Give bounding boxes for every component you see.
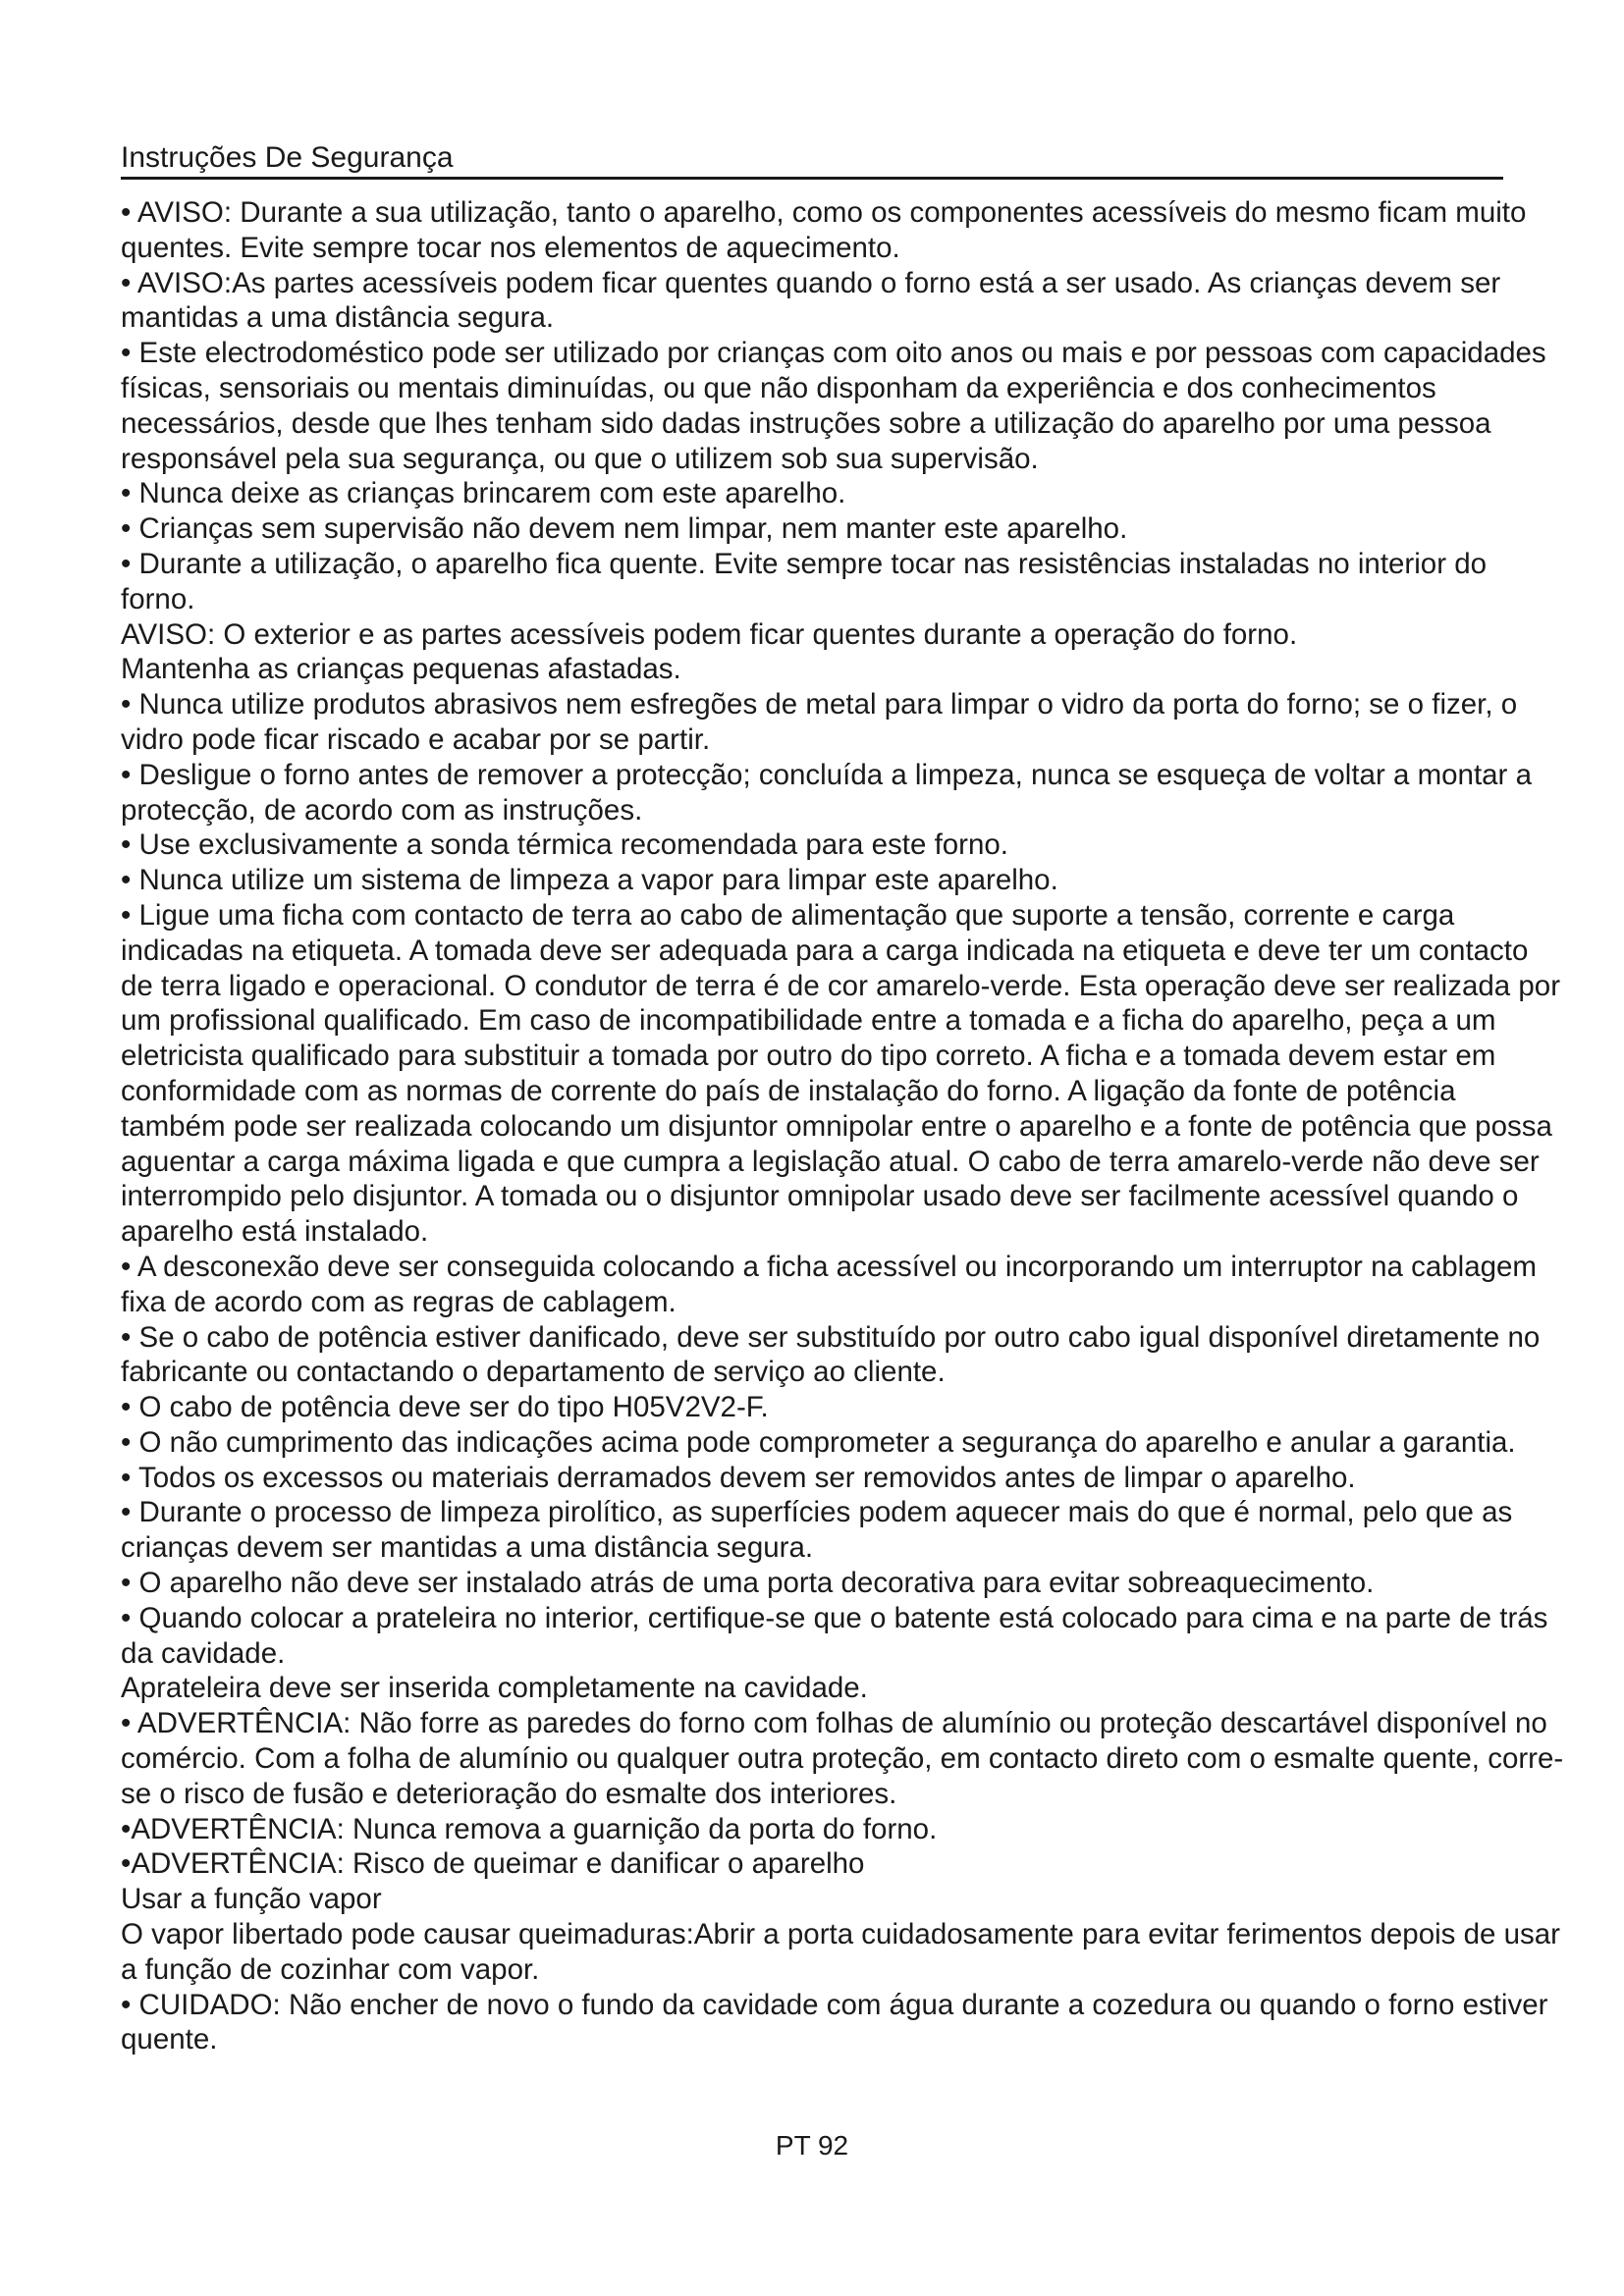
instruction-paragraph: Usar a função vapor [121, 1883, 382, 1916]
instruction-paragraph: • AVISO: Durante a sua utilização, tanto o aparelho, como os componentes acessíveis do mesmo ficam muito quentes. Evite sempre tocar nos elementos de aquecimento. [121, 196, 1527, 264]
instruction-paragraph: • Este electrodoméstico pode ser utilizado por crianças com oito anos ou mais e por pessoas com capacidades físicas, sensoriais ou mentais diminuídas, ou que não disponham da experiência e dos conhecimentos necessários, desde que lhes tenham sido dadas instruções sobre a utilização do aparelho por uma pessoa responsável pela sua segurança, ou que o utilizem sob sua supervisão. [121, 337, 1546, 475]
instruction-paragraph: Aprateleira deve ser inserida completamente na cavidade. [121, 1672, 868, 1705]
instruction-paragraph: •ADVERTÊNCIA: Risco de queimar e danificar o aparelho [121, 1847, 865, 1881]
page-header [121, 135, 1503, 180]
instruction-paragraph: • A desconexão deve ser conseguida colocando a ficha acessível ou incorporando um interruptor na cablagem fixa de acordo com as regras de cablagem. [121, 1250, 1537, 1318]
page-title: Instruções De Segurança [121, 141, 454, 174]
instruction-paragraph: • Todos os excessos ou materiais derramados devem ser removidos antes de limpar o aparelho. [121, 1461, 1356, 1494]
instruction-paragraph: • Desligue o forno antes de remover a protecção; concluída a limpeza, nunca se esqueça de voltar a montar a protecção, de acordo com as instruções. [121, 758, 1532, 827]
instruction-paragraph: • O aparelho não deve ser instalado atrás de uma porta decorativa para evitar sobreaquecimento. [121, 1567, 1375, 1600]
instruction-paragraph: • Quando colocar a prateleira no interior, certifique-se que o batente está colocado para cima e na parte de trás da cavidade. [121, 1601, 1548, 1670]
instruction-paragraph: • Ligue uma ficha com contacto de terra ao cabo de alimentação que suporte a tensão, corrente e carga indicadas na etiqueta. A tomada deve ser adequada para a carga indicada na etiqueta e deve ter um contacto de terra ligado e operacional. O condutor de terra é de cor amarelo-verde. Esta operação deve ser realizada por um profissional qualificado. Em caso de incompatibilidade entre a tomada e a ficha do aparelho, peça a um eletricista qualificado para substituir a tomada por outro do tipo correto. A ficha e a tomada devem estar em conformidade com as normas de corrente do país de instalação do forno. A ligação da fonte de potência também pode ser realizada colocando um disjuntor omnipolar entre o aparelho e a fonte de potência que possa aguentar a carga máxima ligada e que cumpra a legislação atual. O cabo de terra amarelo-verde não deve ser interrompido pelo disjuntor. A tomada ou o disjuntor omnipolar usado deve ser facilmente acessível quando o aparelho está instalado. [121, 898, 1561, 1249]
instruction-paragraph: • Durante a utilização, o aparelho fica quente. Evite sempre tocar nas resistências instaladas no interior do forno. [121, 547, 1488, 615]
instruction-paragraph: O vapor libertado pode causar queimaduras:Abrir a porta cuidadosamente para evitar ferimentos depois de usar a função de cozinhar com vapor. [121, 1918, 1560, 1986]
instruction-paragraph: • ADVERTÊNCIA: Não forre as paredes do forno com folhas de alumínio ou proteção descartável disponível no comércio. Com a folha de alumínio ou qualquer outra proteção, em contacto direto com o esmalte quente, corre-se o risco de fusão e deterioração do esmalte dos interiores. [121, 1707, 1564, 1810]
instruction-paragraph: Mantenha as crianças pequenas afastadas. [121, 653, 681, 686]
safety-instructions-body [121, 195, 1564, 2070]
instruction-paragraph: AVISO: O exterior e as partes acessíveis podem ficar quentes durante a operação do forno. [121, 617, 1298, 651]
instruction-paragraph: • Crianças sem supervisão não devem nem limpar, nem manter este aparelho. [121, 512, 1128, 546]
instruction-paragraph: • Nunca deixe as crianças brincarem com este aparelho. [121, 477, 846, 510]
instruction-paragraph: • Se o cabo de potência estiver danificado, deve ser substituído por outro cabo igual disponível diretamente no fabricante ou contactando o departamento de serviço ao cliente. [121, 1320, 1541, 1389]
instruction-paragraph: • Use exclusivamente a sonda térmica recomendada para este forno. [121, 828, 1008, 862]
instruction-paragraph: • O cabo de potência deve ser do tipo H05V2V2-F. [121, 1391, 769, 1424]
instruction-paragraph: • Nunca utilize um sistema de limpeza a vapor para limpar este aparelho. [121, 864, 1058, 897]
instruction-paragraph: • AVISO:As partes acessíveis podem ficar quentes quando o forno está a ser usado. As crianças devem ser mantidas a uma distância segura. [121, 266, 1501, 335]
page-number: PT 92 [775, 2130, 849, 2161]
instruction-paragraph: •ADVERTÊNCIA: Nunca remova a guarnição da porta do forno. [121, 1812, 938, 1845]
instruction-paragraph: • Nunca utilize produtos abrasivos nem esfregões de metal para limpar o vidro da porta do forno; se o fizer, o vidro pode ficar riscado e acabar por se partir. [121, 688, 1518, 756]
instruction-paragraph: • O não cumprimento das indicações acima pode comprometer a segurança do aparelho e anular a garantia. [121, 1425, 1516, 1459]
instruction-paragraph: • Durante o processo de limpeza pirolítico, as superfícies podem aquecer mais do que é normal, pelo que as crianças devem ser mantidas a uma distância segura. [121, 1496, 1513, 1565]
instruction-paragraph: • CUIDADO: Não encher de novo o fundo da cavidade com água durante a cozedura ou quando o forno estiver quente. [121, 1988, 1548, 2056]
